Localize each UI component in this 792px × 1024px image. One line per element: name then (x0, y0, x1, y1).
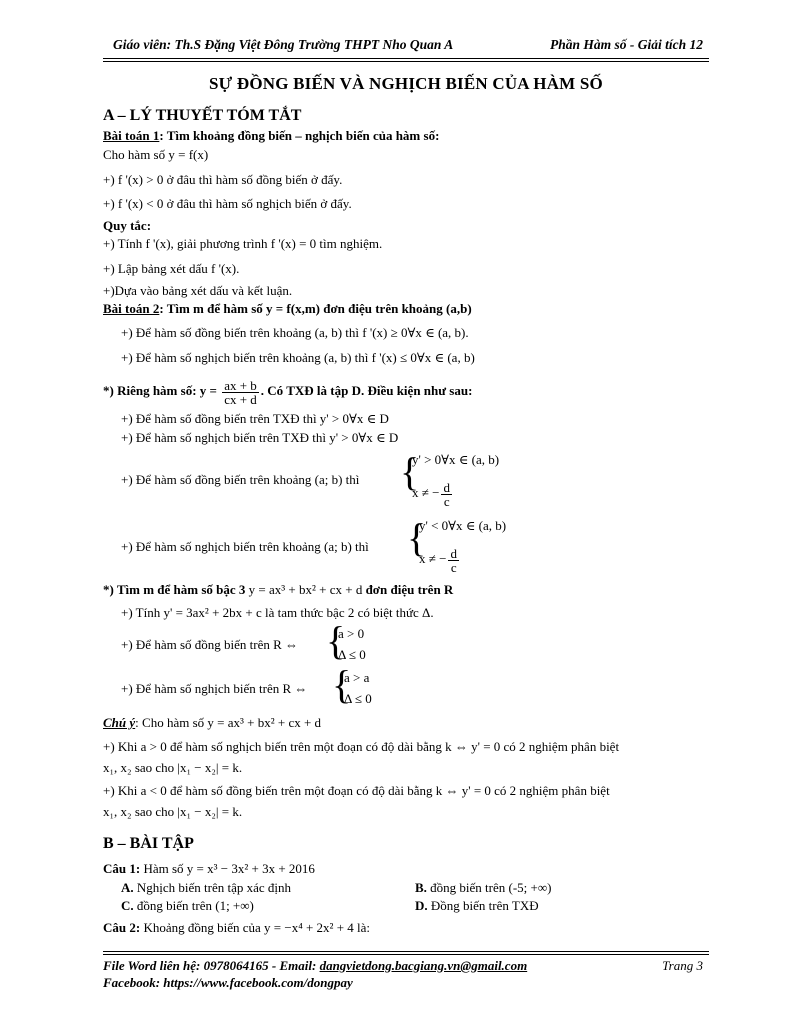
option-text: Nghịch biến trên tập xác định (133, 880, 292, 895)
neq-label: x ≠ − (412, 485, 440, 500)
footer-email-link[interactable]: dangvietdong.bacgiang.vn@gmail.com (319, 958, 528, 973)
cau-1-label: Câu 1: (103, 861, 141, 876)
system-bac-3-3-line-2: Δ ≤ 0 (344, 691, 372, 706)
bai-toan-2-text: : Tìm m để hàm số y = f(x,m) đơn điệu trên khoảng (a,b) (159, 301, 472, 316)
option-letter: C. (121, 898, 134, 913)
khi-2: +) Khi a < 0 để hàm số đồng biến trên một đoạn có độ dài bằng k ⇔ y' = 0 có 2 nghiệm phân biệt (103, 783, 610, 798)
page-number: Trang 3 (662, 958, 703, 973)
rieng-fraction (222, 379, 259, 406)
cau-1-option-c[interactable] (121, 898, 254, 914)
frac-c: c (443, 493, 450, 509)
header-chapter: Phần Hàm số - Giải tích 12 (549, 37, 703, 52)
khi-1-cont: x₁, x₂ sao cho |x₁ − x₂| = k. (103, 760, 243, 775)
khi-2-cont: x₁, x₂ sao cho |x₁ − x₂| = k. (103, 804, 243, 819)
quy-tac-2: +) Lập bảng xét dấu f '(x). (103, 261, 240, 276)
cho-label: Cho hàm số (103, 147, 166, 162)
header-rule-2 (103, 61, 709, 62)
system-bac-3-3-line-1: a > a (344, 670, 370, 685)
header-author: Giáo viên: Th.S Đặng Việt Đông Trường THPT Nho Quan A (113, 37, 454, 52)
footer-contact (103, 958, 527, 974)
brace-icon: { (326, 618, 346, 663)
rieng-numerator: ax + b (224, 377, 257, 393)
quy-tac-3: +)Dựa vào bảng xét dấu và kết luận. (103, 283, 293, 298)
bai-toan-2-label: Bài toán 2 (103, 301, 160, 316)
quy-tac-1: +) Tính f '(x), giải phương trình f '(x) = 0 tìm nghiệm. (103, 236, 383, 251)
option-letter: B. (415, 880, 427, 895)
option-letter: D. (415, 898, 428, 913)
system-rieng-3-line-2 (412, 478, 454, 508)
bai-toan-1-text: : Tìm khoảng đồng biến – nghịch biến của hàm số: (159, 128, 440, 143)
cau-1 (103, 861, 315, 877)
cau-2 (103, 920, 370, 936)
d-over-c (448, 547, 459, 574)
neq-label: x ≠ − (419, 551, 447, 566)
page-header (103, 35, 703, 57)
footer-facebook[interactable]: Facebook: https://www.facebook.com/dongpay (103, 975, 353, 990)
frac-c: c (450, 559, 457, 575)
bac-3-formula: y = ax³ + bx² + cx + d (248, 582, 363, 597)
bac-3-2: +) Để hàm số đồng biến trên R ⇔ (121, 637, 299, 652)
section-a-heading: A – LÝ THUYẾT TÓM TẮT (103, 107, 302, 124)
header-rule (103, 58, 709, 59)
chu-y (103, 715, 321, 731)
footer-rule (103, 951, 709, 952)
frac-d: d (450, 545, 457, 561)
option-text: Đồng biến trên TXĐ (427, 898, 539, 913)
system-rieng-4-line-2 (419, 544, 461, 574)
rieng-1: +) Để hàm số đồng biến trên TXĐ thì y' > 0∀x ∈ D (121, 411, 389, 426)
cau-1-option-a[interactable] (121, 880, 291, 896)
rieng-denominator: cx + d (224, 391, 257, 407)
brace-icon: { (407, 515, 427, 560)
cau-2-label: Câu 2: (103, 920, 141, 935)
bai-toan-1-label: Bài toán 1 (103, 128, 160, 143)
rieng-ham-so (103, 373, 472, 409)
system-rieng-3-line-1: y' > 0∀x ∈ (a, b) (412, 452, 500, 467)
chu-y-label: Chú ý (103, 715, 136, 730)
page-title: SỰ ĐỒNG BIẾN VÀ NGHỊCH BIẾN CỦA HÀM SỐ (209, 74, 603, 93)
cau-2-text: Khoảng đồng biến của y = −x⁴ + 2x² + 4 là: (140, 920, 371, 935)
rule-dong-bien: +) f '(x) > 0 ở đâu thì hàm số đồng biến ở đấy. (103, 172, 343, 187)
bac-3-label: *) Tìm m để hàm số bậc 3 (103, 582, 246, 597)
quy-tac-heading: Quy tắc: (103, 218, 152, 233)
rule-nghich-bien: +) f '(x) < 0 ở đâu thì hàm số nghịch biến ở đấy. (103, 196, 352, 211)
bac-3-1: +) Tính y' = 3ax² + 2bx + c là tam thức bậc 2 có biệt thức Δ. (121, 605, 434, 620)
bac-3-3: +) Để hàm số nghịch biến trên R ⇔ (121, 681, 308, 696)
system-rieng-4-line-1: y' < 0∀x ∈ (a, b) (419, 518, 507, 533)
cho-ham-so (103, 147, 208, 163)
option-text: đồng biến trên (1; +∞) (133, 898, 254, 913)
section-b-heading: B – BÀI TẬP (103, 835, 194, 852)
bai-toan-1 (103, 128, 439, 144)
option-text: đồng biến trên (-5; +∞) (426, 880, 552, 895)
rieng-label: *) Riêng hàm số: y = (103, 383, 217, 398)
cho-formula: y = f(x) (168, 147, 209, 162)
cau-1-option-b[interactable] (415, 880, 551, 896)
bt2-dong-bien: +) Để hàm số đồng biến trên khoảng (a, b) thì f '(x) ≥ 0∀x ∈ (a, b). (121, 325, 469, 340)
rieng-2: +) Để hàm số nghịch biến trên TXĐ thì y' > 0∀x ∈ D (121, 430, 399, 445)
khi-1: +) Khi a > 0 để hàm số nghịch biến trên một đoạn có độ dài bằng k ⇔ y' = 0 có 2 nghiệm phân biệt (103, 739, 620, 754)
brace-icon: { (332, 662, 352, 707)
system-bac-3-2-line-1: a > 0 (338, 626, 365, 641)
rieng-3: +) Để hàm số đồng biến trên khoảng (a; b) thì (121, 472, 360, 487)
d-over-c (441, 481, 452, 508)
system-bac-3-2-line-2: Δ ≤ 0 (338, 647, 366, 662)
bai-toan-2 (103, 301, 472, 317)
bt2-nghich-bien: +) Để hàm số nghịch biến trên khoảng (a, b) thì f '(x) ≤ 0∀x ∈ (a, b) (121, 350, 475, 365)
footer-rule-2 (103, 954, 709, 955)
chu-y-text: : Cho hàm số y = ax³ + bx² + cx + d (135, 715, 322, 730)
rieng-4: +) Để hàm số nghịch biến trên khoảng (a; b) thì (121, 539, 369, 554)
frac-d: d (443, 479, 450, 495)
brace-icon: { (400, 449, 420, 494)
footer-contact-text: File Word liên hệ: 0978064165 - Email: (103, 958, 320, 973)
rieng-condition: . Có TXĐ là tập D. Điều kiện như sau: (260, 383, 473, 398)
bac-3-suffix: đơn điệu trên R (365, 582, 454, 597)
bac-3-heading (103, 582, 453, 598)
cau-1-text: Hàm số y = x³ − 3x² + 3x + 2016 (140, 861, 315, 876)
option-letter: A. (121, 880, 134, 895)
cau-1-option-d[interactable] (415, 898, 539, 914)
